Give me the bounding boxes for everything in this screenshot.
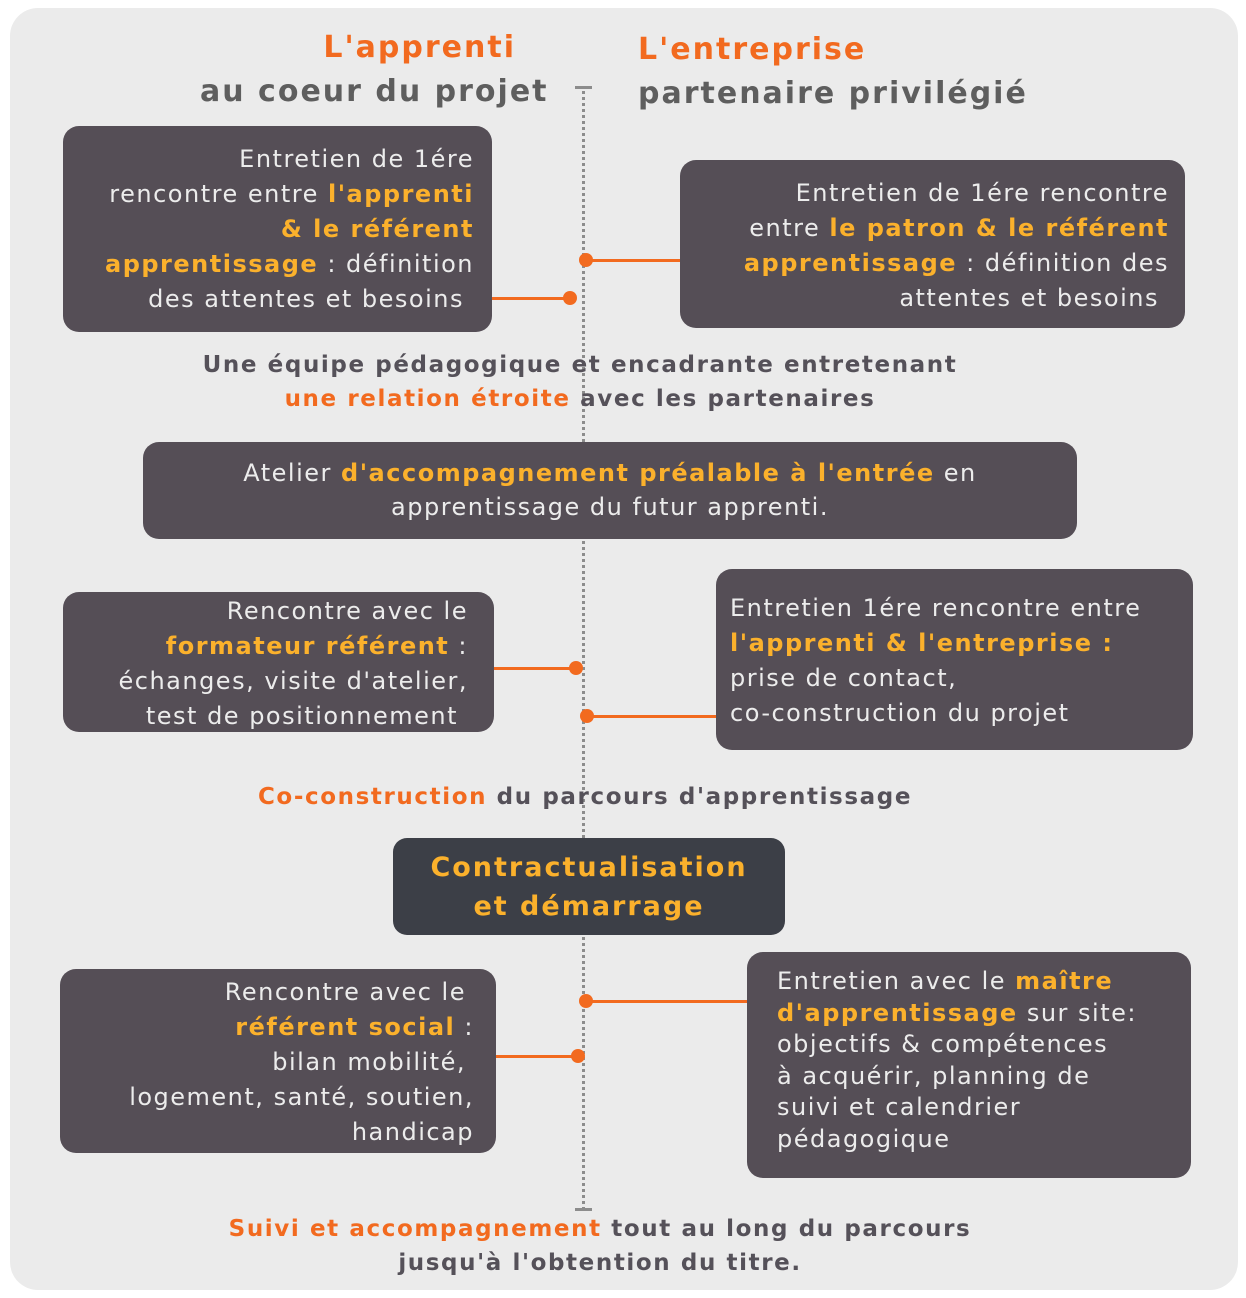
box-text: test de positionnement xyxy=(145,702,458,730)
contract-line: et démarrage xyxy=(473,891,705,922)
box-text: logement, santé, soutien, xyxy=(129,1083,474,1111)
box-highlight: référent social xyxy=(235,1013,456,1041)
box-text: : xyxy=(449,632,468,660)
box-text: Entretien de 1ére xyxy=(239,145,474,173)
connector-line xyxy=(494,667,576,670)
box-text: attentes et besoins xyxy=(899,284,1159,312)
connector-dot xyxy=(563,291,577,305)
mid-text: jusqu'à l'obtention du titre. xyxy=(398,1250,802,1276)
box-text: à acquérir, planning de xyxy=(777,1061,1091,1090)
box-text: bilan mobilité, xyxy=(272,1048,466,1076)
box-text: apprentissage du futur apprenti. xyxy=(391,493,829,521)
box-highlight: apprentissage xyxy=(105,250,319,278)
box-text: Entretien 1ére rencontre entre xyxy=(730,594,1142,622)
apprenti-entreprise-box xyxy=(716,569,1193,750)
connector-line xyxy=(587,715,716,718)
box-text: Rencontre avec le xyxy=(224,978,466,1006)
connector-line xyxy=(496,1055,578,1058)
box-text: : xyxy=(455,1013,474,1041)
mid-text: Une équipe pédagogique et encadrante entretenant xyxy=(202,352,958,378)
box-text: des attentes et besoins xyxy=(148,285,464,313)
box-text: : définition des xyxy=(957,249,1169,277)
box-highlight: d'accompagnement préalable à l'entrée xyxy=(341,459,935,487)
mid-highlight: une relation étroite xyxy=(284,386,571,412)
apprenti-title: L'apprenti xyxy=(323,30,516,65)
box-text: prise de contact, xyxy=(730,664,958,692)
box-text: Atelier xyxy=(243,459,342,487)
box-highlight: maître xyxy=(1015,967,1114,995)
co-construction-text xyxy=(150,780,1020,814)
connector-line xyxy=(586,1000,747,1003)
box-highlight: & le référent xyxy=(280,215,474,243)
equipe-pedagogique-text xyxy=(150,348,1010,416)
box-text: pédagogique xyxy=(777,1124,951,1153)
apprenti-referent-interview-box xyxy=(63,126,492,332)
box-highlight: formateur référent xyxy=(165,632,450,660)
box-text: entre xyxy=(749,214,830,242)
suivi-accompagnement-text xyxy=(150,1212,1050,1280)
mid-text: avec les partenaires xyxy=(570,386,876,412)
connector-dot xyxy=(569,661,583,675)
box-text: Entretien avec le xyxy=(777,967,1016,995)
entreprise-subtitle: partenaire privilégié xyxy=(638,76,1028,111)
box-text: co-construction du projet xyxy=(730,699,1070,727)
atelier-accompagnement-box xyxy=(143,442,1077,539)
mid-highlight: Suivi et accompagnement xyxy=(228,1216,602,1242)
entreprise-title: L'entreprise xyxy=(638,32,867,67)
box-highlight: l'apprenti & l'entreprise : xyxy=(730,629,1114,657)
mid-text: du parcours d'apprentissage xyxy=(487,784,913,810)
maitre-apprentissage-box xyxy=(747,952,1191,1178)
contract-line: Contractualisation xyxy=(430,852,748,883)
box-highlight: apprentissage xyxy=(743,249,958,277)
contractualisation-box xyxy=(393,838,785,935)
box-text: Rencontre avec le xyxy=(226,597,468,625)
timeline-start-tick xyxy=(575,86,592,89)
box-text: : définition xyxy=(318,250,474,278)
box-text: échanges, visite d'atelier, xyxy=(118,667,468,695)
formateur-referent-box xyxy=(63,592,494,732)
connector-line xyxy=(586,259,680,262)
patron-referent-interview-box xyxy=(680,160,1185,328)
box-text: rencontre entre xyxy=(109,180,328,208)
mid-text: tout au long du parcours xyxy=(601,1216,972,1242)
apprenti-subtitle: au coeur du projet xyxy=(200,74,549,109)
box-highlight: l'apprenti xyxy=(327,180,474,208)
connector-dot xyxy=(579,253,593,267)
box-text: en xyxy=(934,459,977,487)
box-text: suivi et calendrier xyxy=(777,1093,1022,1121)
box-text: sur site: xyxy=(1017,998,1137,1027)
connector-dot xyxy=(579,994,593,1008)
timeline-end-tick xyxy=(575,1208,592,1211)
referent-social-box xyxy=(60,969,496,1153)
box-text: Entretien de 1ére rencontre xyxy=(795,179,1169,207)
box-text: handicap xyxy=(351,1118,474,1146)
connector-dot xyxy=(571,1049,585,1063)
connector-line xyxy=(492,297,570,300)
apprenti-heading xyxy=(200,26,549,114)
mid-highlight: Co-construction xyxy=(257,784,488,810)
box-highlight: le patron & le référent xyxy=(829,214,1169,242)
box-highlight: d'apprentissage xyxy=(777,998,1018,1027)
box-text: objectifs & compétences xyxy=(777,1030,1109,1058)
connector-dot xyxy=(580,709,594,723)
entreprise-heading xyxy=(638,28,1028,116)
